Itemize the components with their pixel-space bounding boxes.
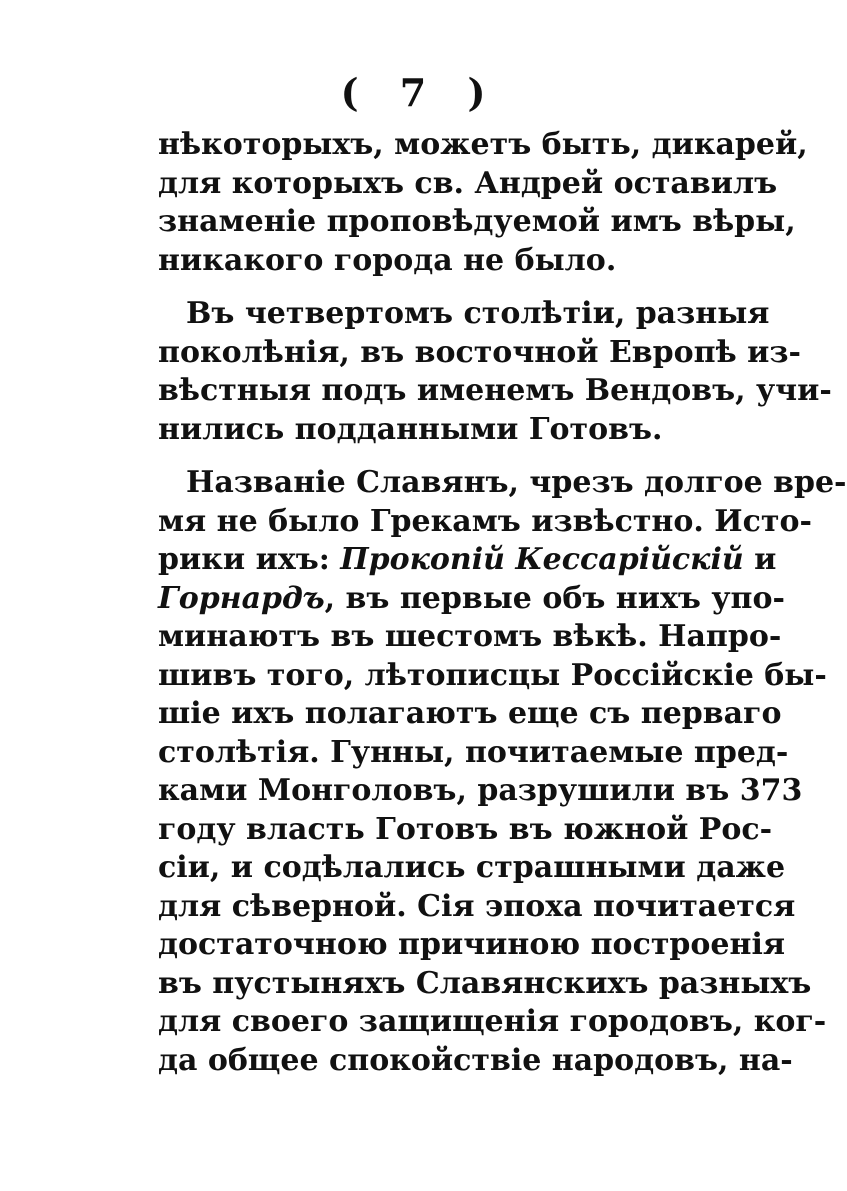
text-line: сіи, и содѣлались страшными даже: [158, 850, 786, 885]
text-line: поколѣнія, въ восточной Европѣ из-: [158, 334, 801, 370]
text-line: Въ четвертомъ столѣтіи, разныя: [186, 296, 770, 331]
italic-name: Горнардъ: [158, 580, 325, 616]
text-line: никакого города не было.: [158, 242, 617, 278]
text-line: нились подданными Готовъ.: [158, 411, 663, 447]
text-segment: рики ихъ:: [158, 542, 341, 577]
body-text: [158, 126, 847, 1080]
text-line: для своего защищенія городовъ, ког-: [158, 1004, 827, 1039]
text-line: вѣстныя подъ именемъ Вендовъ, учи-: [158, 373, 832, 408]
text-segment: , въ первые объ нихъ упо-: [324, 580, 785, 616]
text-line: знаменіе проповѣдуемой имъ вѣры,: [158, 204, 796, 239]
text-line: Названіе Славянъ, чрезъ долгое вре-: [186, 465, 847, 500]
text-line: [158, 541, 777, 580]
text-line: въ пустыняхъ Славянскихъ разныхъ: [158, 965, 812, 1001]
text-line: столѣтія. Гунны, почитаемые пред-: [158, 734, 789, 770]
italic-name: Прокопій Кессарійскій: [340, 542, 744, 577]
text-line: шіе ихъ полагаютъ еще съ перваго: [158, 696, 782, 731]
text-line: для сѣверной. Сія эпоха почитается: [158, 888, 796, 924]
text-line: минаютъ въ шестомъ вѣкѣ. Напро-: [158, 619, 782, 654]
text-line: ками Монголовъ, разрушили въ 373: [158, 773, 803, 808]
text-line: для которыхъ св. Андрей оставилъ: [158, 165, 778, 201]
text-line: достаточною причиною построенія: [158, 927, 786, 962]
text-line: да общее спокойствіе народовъ, на-: [158, 1042, 793, 1078]
text-line: нѣкоторыхъ, можетъ быть, дикарей,: [158, 127, 808, 162]
text-line: году власть Готовъ въ южной Рос-: [158, 811, 773, 847]
text-segment: и: [743, 542, 777, 577]
page-number: ( 7 ): [340, 70, 500, 115]
text-line: мя не было Грекамъ извѣстно. Исто-: [158, 503, 812, 539]
text-line: [158, 580, 785, 619]
text-line: шивъ того, лѣтописцы Россійскіе бы-: [158, 657, 827, 693]
